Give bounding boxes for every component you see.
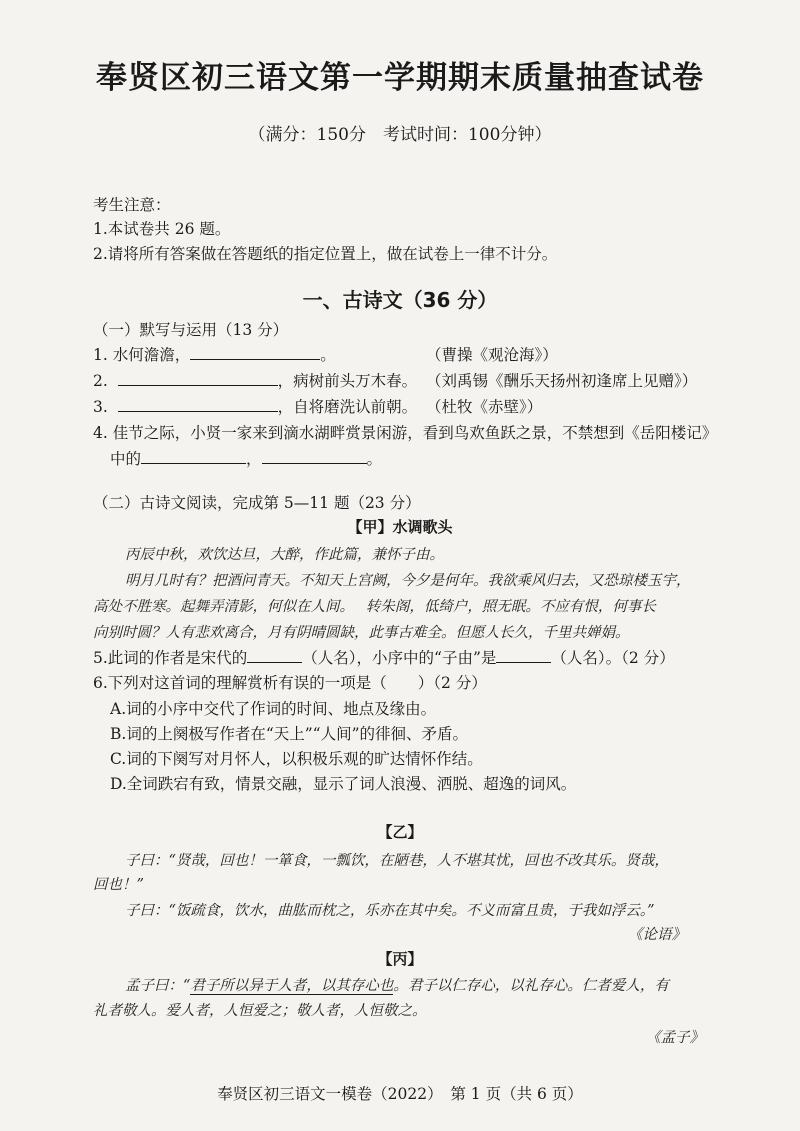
question-4-mid: ， [246,450,262,468]
question-3-suffix: ，自将磨洗认前朝。 [277,398,418,416]
question-2 [93,369,417,391]
section-title: 一、古诗文（36 分） [302,288,498,312]
option-a[interactable]: A.词的小序中交代了作词的时间、地点及缘由。 [110,700,437,718]
answer-blank[interactable] [141,449,246,464]
question-1-suffix: 。 [320,346,336,364]
answer-blank[interactable] [190,345,320,360]
passage-jia-title: 【甲】水调歌头 [347,518,453,536]
notice-item: 2.请将所有答案做在答题纸的指定位置上，做在试卷上一律不计分。 [93,245,558,263]
part-heading: （二）古诗文阅读，完成第 5—11 题（23 分） [93,494,421,512]
option-b[interactable]: B.词的上阕极写作者在“天上”“人间”的徘徊、矛盾。 [110,725,469,743]
question-3 [93,395,417,417]
question-5-prefix: 5.此词的作者是宋代的 [93,649,248,667]
page-footer: 奉贤区初三语文一模卷（2022） 第 1 页（共 6 页） [217,1085,583,1103]
passage-jia-line: 明月几时有？把酒问青天。不知天上宫阙，今夕是何年。我欲乘风归去，又恐琼楼玉宇， [125,573,691,589]
question-5 [93,646,675,668]
question-2-suffix: ，病树前头万木春。 [277,372,418,390]
answer-blank[interactable] [118,397,278,412]
passage-yi-line: 回也！” [93,877,144,893]
passage-jia-preface: 丙辰中秋，欢饮达旦，大醉，作此篇，兼怀子由。 [125,547,444,563]
question-4-line1: 4. 佳节之际，小贤一家来到滴水湖畔赏景闲游，看到鸟欢鱼跃之景，不禁想到《岳阳楼记》 [93,424,718,442]
passage-bing-line: 礼者敬人。爱人者，人恒爱之；敬人者，人恒敬之。 [93,1003,427,1019]
answer-blank[interactable] [496,648,551,663]
question-2-source: （刘禹锡《酬乐天扬州初逢席上见赠》） [426,372,698,390]
notice-heading: 考生注意： [93,196,171,214]
answer-blank[interactable] [118,371,278,386]
question-1-source: （曹操《观沧海》） [426,346,558,364]
question-6-stem: 6.下列对这首词的理解赏析有误的一项是（ ）（2 分） [93,674,487,692]
passage-bing-suffix: 。君子以仁存心，以礼存心。仁者爱人，有 [393,978,669,994]
passage-yi-line: 子曰：“饭疏食，饮水，曲肱而枕之，乐亦在其中矣。不义而富且贵，于我如浮云。” [125,903,655,919]
exam-title: 奉贤区初三语文第一学期期末质量抽查试卷 [96,60,704,96]
underlined-sentence: 君子所以异于人者，以其存心也 [190,978,394,994]
passage-yi-title: 【乙】 [377,823,423,841]
question-2-prefix: 2. [93,372,108,390]
question-3-source: （杜牧《赤壁》） [426,398,543,416]
question-5-suffix: （人名）。（2 分） [551,649,675,667]
option-d[interactable]: D.全词跌宕有致，情景交融，显示了词人浪漫、洒脱、超逸的词风。 [110,775,577,793]
passage-yi-source: 《论语》 [628,927,686,943]
passage-jia-line: 高处不胜寒。起舞弄清影，何似在人间。 转朱阁，低绮户，照无眠。不应有恨，何事长 [93,599,656,615]
passage-bing-source: 《孟子》 [646,1030,704,1046]
question-3-prefix: 3. [93,398,108,416]
exam-subtitle: （满分：150分 考试时间：100分钟） [248,125,552,145]
notice-item: 1.本试卷共 26 题。 [93,220,231,238]
answer-blank[interactable] [262,449,367,464]
answer-blank[interactable] [247,648,302,663]
question-4-suffix: 。 [366,450,383,468]
passage-bing-line [125,974,669,995]
question-5-mid: （人名），小序中的“子由”是 [302,649,497,667]
passage-bing-prefix: 孟子曰：“ [125,978,191,994]
question-4-prefix: 中的 [110,450,142,468]
part-heading: （一）默写与运用（13 分） [93,321,289,339]
passage-bing-title: 【丙】 [377,950,423,968]
passage-jia-line: 向别时圆？人有悲欢离合，月有阴晴圆缺，此事古难全。但愿人长久，千里共婵娟。 [93,625,630,641]
question-1 [93,343,336,365]
passage-yi-line: 子曰：“贤哉，回也！一箪食，一瓢饮，在陋巷，人不堪其忧，回也不改其乐。贤哉， [125,853,669,869]
question-4-line2 [110,447,382,469]
question-1-prefix: 1. 水何澹澹， [93,346,191,364]
option-c[interactable]: C.词的下阕写对月怀人，以积极乐观的旷达情怀作结。 [110,750,483,768]
